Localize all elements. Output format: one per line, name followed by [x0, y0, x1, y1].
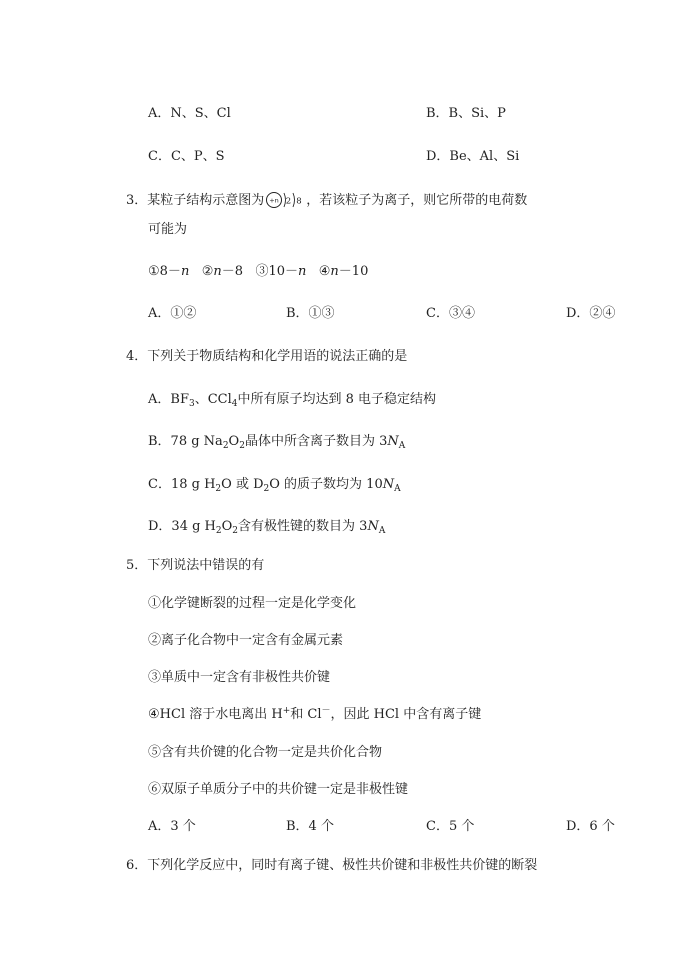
q4-stem-text: 下列关于物质结构和化学用语的说法正确的是 [147, 349, 408, 364]
atom-shell1-label: 2 [286, 196, 292, 207]
q3-choice-3: ③10－n [255, 264, 307, 279]
q3-choice-1: ①8－n [148, 264, 190, 279]
q2-option-d: D．Be、Al、Si [426, 149, 520, 164]
q3-option-c: C．③④ [426, 306, 475, 321]
atom-structure-diagram [266, 191, 304, 209]
q4-stem [126, 349, 407, 365]
q3-text-line2: 可能为 [148, 222, 188, 237]
q5-number: 5． [126, 558, 148, 573]
q4-option-d: D．34 g $H_2O_2$含有极性键的数目为 $3N_A$ [148, 519, 386, 536]
atom-structure-icon [266, 191, 304, 209]
q3-stem [126, 191, 527, 209]
q3-text-before: 某粒子结构示意图为 [147, 193, 265, 208]
q3-choice-4: ④n－10 [318, 264, 369, 279]
q4-option-c: C．18 g $H_2O$ 或 $D_2O$ 的质子数均为 $10N_A$ [148, 477, 401, 494]
q3-option-a: A．①② [148, 306, 197, 321]
atom-nucleus-label: +n [269, 196, 280, 205]
q5-statement-4: ④HCl 溶于水电离出 H+和 Cl－，因此 HCl 中含有离子键 [148, 706, 482, 722]
q5-option-d: D．6 个 [566, 819, 615, 834]
q3-number: 3． [126, 193, 148, 208]
q5-option-b: B．4 个 [286, 819, 334, 834]
q6-number: 6． [126, 858, 148, 873]
q2-option-c: C．C、P、S [148, 149, 225, 164]
atom-shell2-label: 8 [296, 196, 303, 207]
q3-choices [148, 264, 368, 280]
q5-stem-text: 下列说法中错误的有 [147, 558, 265, 573]
q2-option-b: B．B、Si、P [426, 106, 506, 121]
q5-statement-5: ⑤含有共价键的化合物一定是共价化合物 [148, 745, 383, 760]
q5-option-a: A．3 个 [148, 819, 196, 834]
q5-statement-1: ①化学键断裂的过程一定是化学变化 [148, 596, 357, 611]
q3-option-d: D．②④ [566, 306, 616, 321]
q6-stem [126, 858, 537, 874]
q5-stem [126, 558, 264, 574]
q6-stem-text: 下列化学反应中，同时有离子键、极性共价键和非极性共价键的断裂 [147, 858, 538, 873]
q3-choice-2: ②n－8 [201, 264, 244, 279]
q5-statement-2: ②离子化合物中一定含有金属元素 [148, 633, 344, 648]
q3-option-b: B．①③ [286, 306, 335, 321]
q3-text-after: ，若该粒子为离子，则它所带的电荷数 [306, 193, 528, 208]
q4-option-b: B．78 g $Na_2O_2$晶体中所含离子数目为 $3N_A$ [148, 434, 406, 451]
q5-statement-6: ⑥双原子单质分子中的共价键一定是非极性键 [148, 782, 409, 797]
q5-statement-3: ③单质中一定含有非极性共价键 [148, 670, 331, 685]
q5-option-c: C．5 个 [426, 819, 475, 834]
q2-option-a: A．N、S、Cl [148, 106, 231, 121]
q4-number: 4． [126, 349, 148, 364]
q4-option-a: A．$BF_3$、CCl$_4$中所有原子均达到 8 电子稳定结构 [148, 392, 437, 409]
